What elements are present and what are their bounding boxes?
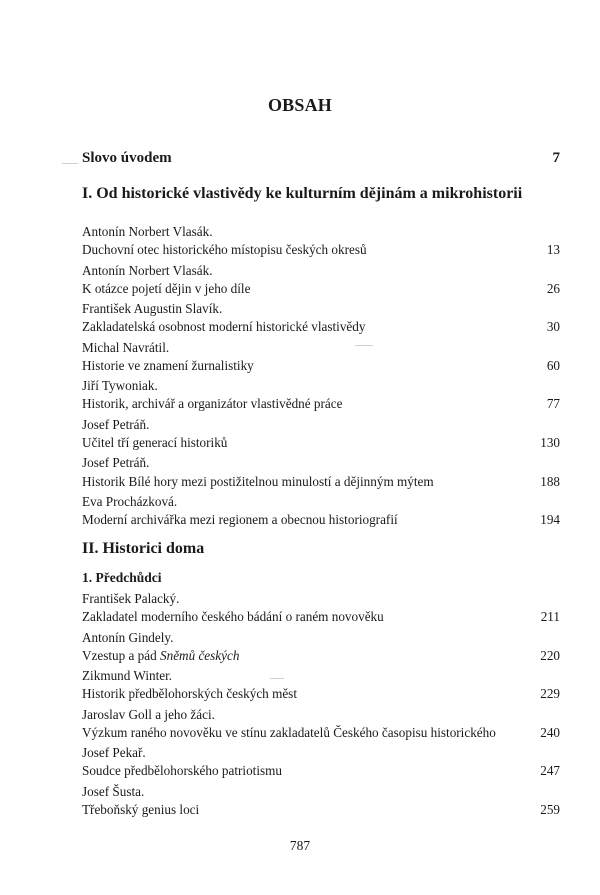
entry-page-number: 211 <box>540 609 560 625</box>
entry-author: Jaroslav Goll a jeho žáci. <box>82 706 215 722</box>
entry-page-number: 194 <box>540 512 560 528</box>
part-2-subheading: 1. Předchůdci <box>82 570 162 585</box>
part-2-heading: II. Historici doma <box>82 540 205 557</box>
toc-entry <box>82 339 560 375</box>
contents-title: OBSAH <box>267 95 333 115</box>
intro-page-number: 7 <box>552 150 560 166</box>
toc-entry <box>82 590 560 626</box>
entry-title <box>82 647 239 665</box>
entry-author: Jiří Tywoniak. <box>82 378 158 394</box>
entry-page-number: 13 <box>546 242 560 258</box>
entry-title: K otázce pojetí dějin v jeho díle <box>82 280 251 296</box>
entry-title: Zakladatelská osobnost moderní historické vlastivědy <box>82 319 366 335</box>
entry-author: František Palacký. <box>82 591 180 606</box>
toc-entry <box>82 223 560 259</box>
toc-entry <box>82 706 560 742</box>
entry-title: Duchovní otec historického místopisu českých okresů <box>82 242 367 258</box>
entry-author: Josef Šusta. <box>82 783 145 799</box>
entry-author: Eva Procházková. <box>82 494 178 510</box>
entry-title-plain: Vzestup a pád <box>82 647 160 663</box>
toc-entry <box>82 667 560 703</box>
part-2-entries <box>82 590 560 821</box>
entry-title: Historie ve znamení žurnalistiky <box>82 357 254 373</box>
toc-entry <box>82 377 560 413</box>
entry-title: Třeboňský genius loci <box>82 801 200 817</box>
entry-title: Učitel tří generací historiků <box>82 434 228 450</box>
entry-author: Michal Navrátil. <box>82 339 170 355</box>
toc-intro <box>82 150 560 167</box>
intro-label: Slovo úvodem <box>82 150 172 166</box>
entry-page-number: 240 <box>540 724 560 740</box>
entry-author: Josef Pekař. <box>82 745 146 761</box>
page-number-footer: 787 <box>289 838 311 853</box>
entry-page-number: 247 <box>540 763 560 779</box>
toc-entry <box>82 454 560 490</box>
toc-entry <box>82 493 560 529</box>
entry-title: Historik, archivář a organizátor vlastivědné práce <box>82 396 343 412</box>
entry-page-number: 60 <box>546 357 560 373</box>
entry-page-number: 220 <box>540 647 560 663</box>
entry-title: Výzkum raného novověku ve stínu zakladatelů Českého časopisu historického <box>82 724 496 740</box>
entry-title: Historik předbělohorských českých měst <box>82 686 297 702</box>
entry-author: Antonín Norbert Vlasák. <box>82 224 213 239</box>
entry-page-number: 188 <box>540 473 560 489</box>
entry-title: Historik Bílé hory mezi postižitelnou minulostí a dějinným mýtem <box>82 473 434 489</box>
entry-page-number: 30 <box>546 319 560 335</box>
entry-author: Antonín Norbert Vlasák. <box>82 262 213 278</box>
entry-page-number: 259 <box>540 801 560 817</box>
toc-entry <box>82 783 560 819</box>
entry-author: Josef Petráň. <box>82 416 150 432</box>
entry-page-number: 77 <box>546 396 560 412</box>
entry-title: Zakladatel moderního českého bádání o raném novověku <box>82 609 384 625</box>
entry-author: Antonín Gindely. <box>82 629 174 645</box>
part-1-entries <box>82 223 560 532</box>
entry-author: Zikmund Winter. <box>82 668 173 684</box>
entry-author: Josef Petráň. <box>82 455 150 471</box>
scan-artifact <box>62 163 78 164</box>
toc-entry <box>82 416 560 452</box>
toc-entry <box>82 629 560 665</box>
entry-title-italic: Sněmů českých <box>160 647 240 663</box>
entry-page-number: 130 <box>540 434 560 450</box>
entry-title: Soudce předbělohorského patriotismu <box>82 763 282 779</box>
toc-entry <box>82 300 560 336</box>
entry-author: František Augustin Slavík. <box>82 301 223 317</box>
toc-entry <box>82 744 560 780</box>
toc-entry <box>82 262 560 298</box>
entry-page-number: 229 <box>540 686 560 702</box>
part-1-heading: I. Od historické vlastivědy ke kulturním dějinám a mikrohistorii <box>82 185 523 202</box>
entry-page-number: 26 <box>546 280 560 296</box>
entry-title: Moderní archivářka mezi regionem a obecnou historiografií <box>82 512 398 528</box>
